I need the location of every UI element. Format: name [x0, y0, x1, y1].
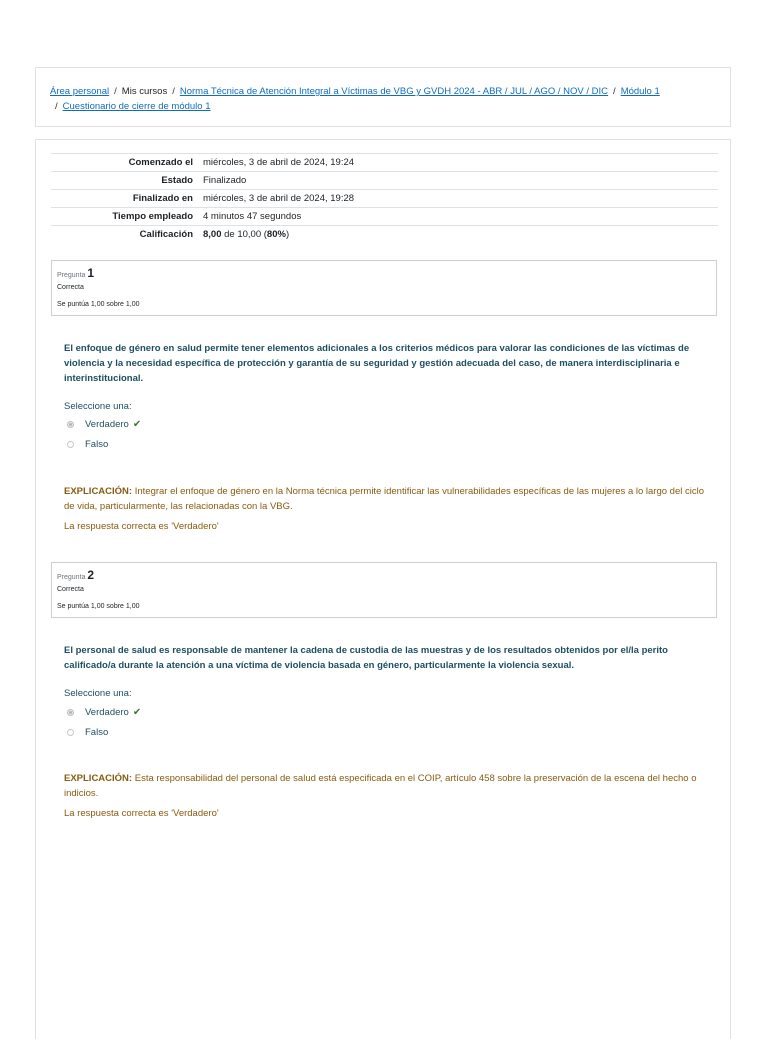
- check-icon: ✔: [132, 419, 142, 430]
- question-number-value: 2: [87, 568, 95, 582]
- summary-label: Calificación: [139, 229, 193, 240]
- right-answer-2: La respuesta correcta es 'Verdadero': [64, 808, 219, 819]
- grade-percent: 80%: [266, 229, 286, 240]
- summary-label: Finalizado en: [132, 193, 193, 204]
- breadcrumb-courses: Mis cursos: [121, 86, 168, 97]
- breadcrumb-course[interactable]: Norma Técnica de Atención Integral a Víctimas de VBG y GVDH 2024 - ABR / JUL / AGO / NOV / DIC: [179, 86, 609, 97]
- question-info-1: [51, 260, 717, 316]
- option-label: Falso: [85, 439, 109, 450]
- option-label: Verdadero: [85, 707, 129, 718]
- breadcrumb-home[interactable]: Área personal: [50, 86, 110, 97]
- option-true-1[interactable]: [67, 419, 141, 430]
- right-answer-1: La respuesta correcta es 'Verdadero': [64, 521, 219, 532]
- feedback-title: EXPLICACIÓN:: [64, 773, 133, 784]
- breadcrumb-separator: /: [613, 86, 616, 97]
- quiz-review-card: [35, 139, 731, 1039]
- question-prompt: Seleccione una:: [64, 401, 132, 412]
- feedback-1: [64, 484, 714, 514]
- option-true-2[interactable]: [67, 707, 141, 718]
- summary-value: 4 minutos 47 segundos: [203, 211, 302, 222]
- summary-value: miércoles, 3 de abril de 2024, 19:24: [203, 157, 355, 168]
- attempt-summary-table: [51, 153, 718, 243]
- question-state: Correcta: [57, 586, 84, 593]
- radio-unselected[interactable]: [67, 441, 74, 448]
- feedback-text: Esta responsabilidad del personal de salud está especificada en el COIP, artículo 458 sobre la preservación de la escena del hecho o indicios.: [64, 773, 697, 799]
- option-false-1[interactable]: [67, 439, 108, 450]
- grade-mid: de 10,00 (: [221, 229, 267, 240]
- summary-label: Tiempo empleado: [112, 211, 193, 222]
- summary-row-finished: [51, 190, 718, 208]
- question-number-value: 1: [87, 266, 95, 280]
- feedback-2: [64, 771, 714, 801]
- question-info-2: [51, 562, 717, 618]
- question-label: Pregunta: [57, 272, 86, 279]
- option-label: Falso: [85, 727, 109, 738]
- breadcrumb-separator: /: [172, 86, 175, 97]
- grade-score: 8,00: [203, 229, 222, 240]
- summary-value: [198, 226, 718, 244]
- question-label: Pregunta: [57, 574, 86, 581]
- feedback-title: EXPLICACIÓN:: [64, 486, 133, 497]
- check-icon: ✔: [132, 707, 142, 718]
- summary-value: Finalizado: [203, 175, 247, 186]
- question-text-2: El personal de salud es responsable de mantener la cadena de custodia de las muestras y de los resultados obtenidos por el/la perito calificado/a durante la atención a una víctima de violencia basada en género, particularmente la violencia sexual.: [64, 645, 668, 671]
- summary-value: miércoles, 3 de abril de 2024, 19:28: [203, 193, 355, 204]
- question-text-1: El enfoque de género en salud permite tener elementos adicionales a los criterios médicos para valorar las condiciones de las víctimas de violencia y la necesidad específica de protección y garantía de su seguridad y gestión adecuada del caso, de manera interdisciplinaria e interinstitucional.: [64, 343, 690, 384]
- question-number: [57, 266, 94, 280]
- summary-row-time: [51, 208, 718, 226]
- breadcrumb: [50, 84, 720, 114]
- option-label: Verdadero: [85, 419, 129, 430]
- breadcrumb-module[interactable]: Módulo 1: [620, 86, 660, 97]
- breadcrumb-card: [35, 67, 731, 127]
- question-number: [57, 568, 94, 582]
- radio-unselected[interactable]: [67, 729, 74, 736]
- breadcrumb-quiz[interactable]: Cuestionario de cierre de módulo 1: [62, 101, 211, 112]
- option-false-2[interactable]: [67, 727, 108, 738]
- grade-end: ): [285, 229, 290, 240]
- feedback-text: Integrar el enfoque de género en la Norma técnica permite identificar las vulnerabilidades específicas de las mujeres a lo largo del ciclo de vida, particularmente, las relacionadas con la VBG.: [64, 486, 704, 512]
- question-grade: Se puntúa 1,00 sobre 1,00: [57, 603, 140, 610]
- breadcrumb-separator: /: [114, 86, 117, 97]
- summary-label: Comenzado el: [128, 157, 193, 168]
- question-grade: Se puntúa 1,00 sobre 1,00: [57, 301, 140, 308]
- summary-row-state: [51, 172, 718, 190]
- summary-row-grade: [51, 226, 718, 244]
- radio-selected[interactable]: [67, 709, 74, 716]
- breadcrumb-separator: /: [55, 101, 58, 112]
- radio-selected[interactable]: [67, 421, 74, 428]
- question-prompt: Seleccione una:: [64, 688, 132, 699]
- summary-label: Estado: [161, 175, 193, 186]
- question-state: Correcta: [57, 284, 84, 291]
- summary-row-started: [51, 154, 718, 172]
